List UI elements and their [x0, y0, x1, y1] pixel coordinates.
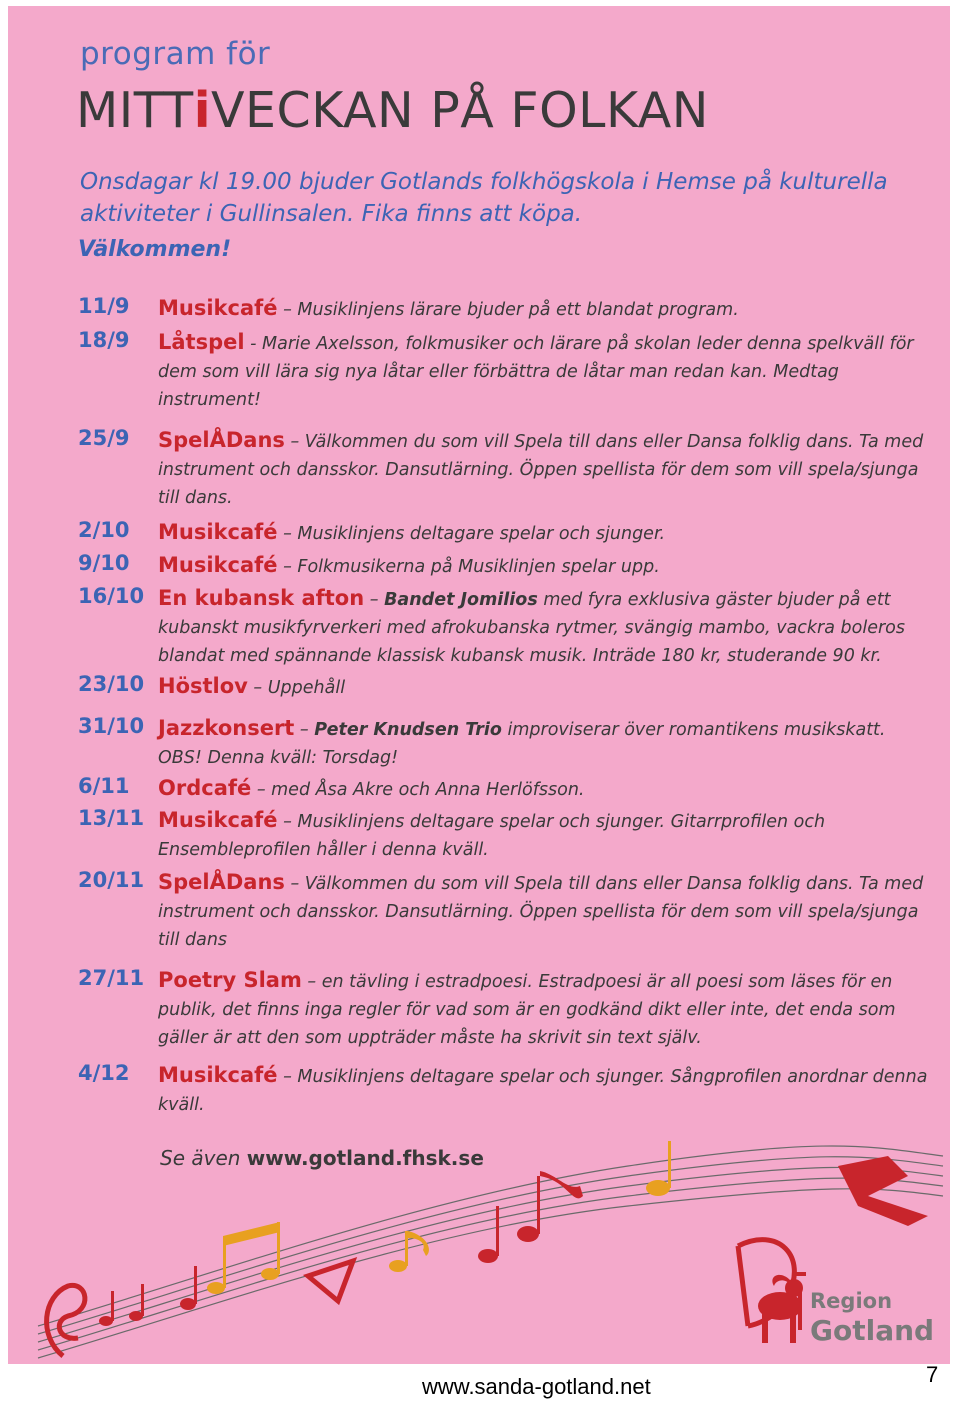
title-i-mark: i — [193, 82, 212, 139]
event-description: – med Åsa Akre och Anna Herlöfsson. — [251, 780, 585, 800]
event-description: – Musiklinjens deltagare spelar och sjunger. Sångprofilen anordnar denna kväll. — [158, 1067, 928, 1115]
event-description: – Uppehåll — [247, 678, 346, 698]
event-name: Jazzkonsert — [158, 716, 295, 740]
event-description: – Folkmusikerna på Musiklinjen spelar upp. — [277, 557, 660, 577]
event-name: Musikcafé — [158, 808, 278, 832]
event-date: 18/9 — [78, 328, 130, 352]
event-date: 11/9 — [78, 294, 130, 318]
welcome-text: Välkommen! — [78, 237, 232, 262]
event-body — [158, 294, 928, 324]
footer-url[interactable]: www.sanda-gotland.net — [422, 1374, 651, 1399]
event-description: – Välkommen du som vill Spela till dans eller Dansa folklig dans. Ta med instrument och dansskor. Dansutlärning. Öppen spellista för dem som vill spela/sjunga till dans. — [158, 432, 924, 508]
ram-icon — [750, 1268, 810, 1348]
event-separator: – — [294, 720, 315, 740]
event-body — [158, 806, 928, 864]
event-description: – Välkommen du som vill Spela till dans eller Dansa folklig dans. Ta med instrument och dansskor. Dansutlärning. Öppen spellista för dem som vill spela/sjunga till dans — [158, 874, 924, 950]
event-date: 9/10 — [78, 551, 130, 575]
event-date: 31/10 — [78, 714, 145, 738]
event-performer: Peter Knudsen Trio — [314, 720, 502, 740]
event-separator: – — [364, 590, 385, 610]
title-part-2: VECKAN PÅ FOLKAN — [211, 82, 709, 139]
event-name: Ordcafé — [158, 776, 252, 800]
event-body — [158, 551, 928, 581]
see-also-prefix: Se även — [160, 1146, 247, 1170]
event-body — [158, 426, 928, 512]
event-name: Musikcafé — [158, 1063, 278, 1087]
event-name: Musikcafé — [158, 553, 278, 577]
event-date: 16/10 — [78, 584, 145, 608]
event-description: med fyra exklusiva gäster bjuder på ett kubanskt musikfyrverkeri med afrokubanska rytmer, svängig mambo, vackra boleros blandat med spännande klassisk kubansk musik. Inträde 180 kr, studerande 90 kr. — [158, 590, 905, 666]
event-date: 25/9 — [78, 426, 130, 450]
event-body — [158, 714, 928, 772]
event-name: Musikcafé — [158, 296, 278, 320]
event-performer: Bandet Jomilios — [384, 590, 538, 610]
event-name: Höstlov — [158, 674, 248, 698]
event-name: SpelÅDans — [158, 870, 285, 894]
event-date: 27/11 — [78, 966, 145, 990]
logo-line-2: Gotland — [810, 1314, 935, 1347]
event-date: 2/10 — [78, 518, 130, 542]
logo-line-1: Region — [810, 1289, 893, 1313]
event-date: 4/12 — [78, 1061, 130, 1085]
event-date: 23/10 — [78, 672, 145, 696]
region-gotland-logo — [810, 1286, 934, 1346]
event-body — [158, 774, 928, 804]
event-date: 20/11 — [78, 868, 145, 892]
intro-text: Onsdagar kl 19.00 bjuder Gotlands folkhögskola i Hemse på kulturella aktiviteter i Gullinsalen. Fika finns att köpa. — [80, 169, 888, 227]
title-part-1: MITT — [76, 82, 194, 139]
event-body — [158, 868, 928, 954]
event-description: – en tävling i estradpoesi. Estradpoesi är all poesi som läses för en publik, det finns inga regler för vad som är en godkänd dikt eller inte, det enda som gäller är att den som uppträder måste ha skrivit sin text själv. — [158, 972, 896, 1048]
event-name: Låtspel — [158, 330, 245, 354]
event-description: – Musiklinjens lärare bjuder på ett blandat program. — [277, 300, 739, 320]
event-body — [158, 966, 928, 1052]
event-body — [158, 1061, 928, 1119]
event-body — [158, 518, 928, 548]
poster — [8, 6, 950, 1364]
pre-title: program för — [80, 36, 271, 72]
see-also-link[interactable]: www.gotland.fhsk.se — [246, 1146, 484, 1170]
event-description: improviserar över romantikens musikskatt. OBS! Denna kväll: Torsdag! — [158, 720, 886, 768]
event-name: Poetry Slam — [158, 968, 302, 992]
event-name: SpelÅDans — [158, 428, 285, 452]
event-description: – Musiklinjens deltagare spelar och sjunger. — [277, 524, 666, 544]
event-body — [158, 328, 928, 414]
event-body — [158, 584, 928, 670]
event-date: 6/11 — [78, 774, 130, 798]
event-description: - Marie Axelsson, folkmusiker och lärare på skolan leder denna spelkväll för dem som vill lära sig nya låtar eller förbättra de låtar man redan kan. Medtag instrument! — [158, 334, 914, 410]
main-title — [76, 82, 709, 139]
page-number: 7 — [926, 1362, 939, 1387]
event-name: En kubansk afton — [158, 586, 365, 610]
event-date: 13/11 — [78, 806, 145, 830]
event-description: – Musiklinjens deltagare spelar och sjunger. Gitarrprofilen och Ensembleprofilen håller i denna kväll. — [158, 812, 826, 860]
event-name: Musikcafé — [158, 520, 278, 544]
event-body — [158, 672, 928, 702]
